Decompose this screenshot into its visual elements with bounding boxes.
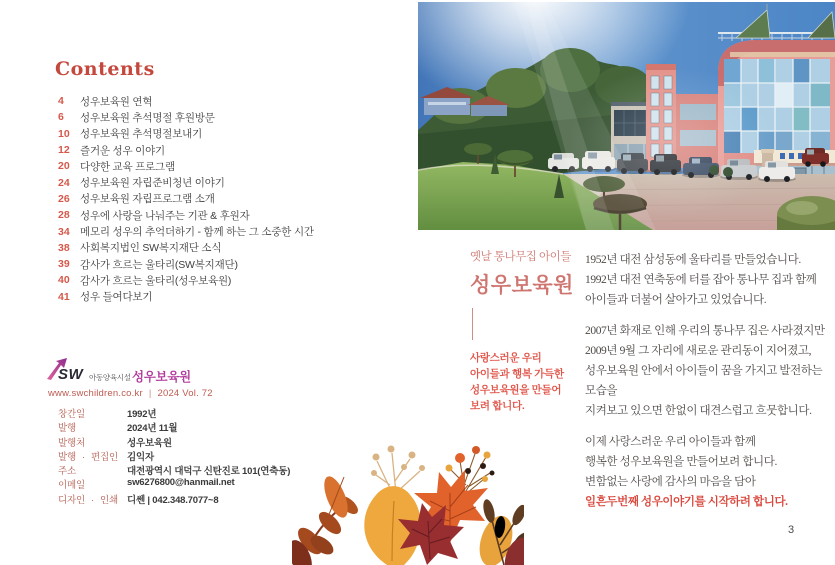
toc-item <box>58 272 314 288</box>
toc-item <box>58 191 314 207</box>
publication-info-label: 발행처 <box>58 437 85 449</box>
publication-info-row <box>58 463 290 477</box>
publication-info-value: sw6276800@hanmail.net <box>127 477 235 489</box>
publication-info-label: 주소 <box>58 466 76 478</box>
publication-info <box>58 406 290 506</box>
page-number: 3 <box>788 524 795 536</box>
publication-info-row <box>58 477 290 491</box>
toc-page-number: 24 <box>58 176 70 189</box>
paragraph <box>585 432 835 512</box>
website-volume-line: www.swchildren.co.kr | 2024 Vol. 72 <box>48 388 213 399</box>
toc-item <box>58 126 314 142</box>
logo-sw-text: SW <box>58 366 84 383</box>
publication-info-row <box>58 492 290 506</box>
highlight-line: 일흔두번째 성우이야기를 시작하려 합니다. <box>585 496 788 508</box>
toc-item <box>58 223 314 239</box>
publication-info-value: 디쎈 | 042.348.7077~8 <box>127 494 219 506</box>
paragraph-line: 성우보육원 안에서 아이들이 꿈을 가지고 발전하는 모습을 <box>585 365 823 397</box>
toc-page-number: 20 <box>58 160 70 173</box>
toc-page-number: 40 <box>58 274 70 287</box>
toc-title: 감사가 흐르는 울타리(SW복지재단) <box>80 258 238 271</box>
toc-title: 성우에 사랑을 나눠주는 기관 & 후원자 <box>80 209 250 222</box>
toc-title: 성우보육원 자립준비청년 이야기 <box>80 177 225 190</box>
publication-info-label: 발행 <box>58 423 76 435</box>
paragraph-line: 2007년 화재로 인해 우리의 통나무 집은 사라졌지만 <box>585 325 825 337</box>
toc-title: 사회복지법인 SW복지재단 소식 <box>80 242 222 255</box>
paragraph-line: 1992년 대전 연축동에 터를 잡아 통나무 집과 함께 <box>585 274 817 286</box>
toc-page-number: 12 <box>58 144 70 157</box>
toc-page-number: 28 <box>58 209 70 222</box>
publication-info-row <box>58 406 290 420</box>
paragraph-line: 변함없는 사랑에 감사의 마음을 담아 <box>585 476 756 488</box>
toc-item <box>58 240 314 256</box>
intro-title: 성우보육원 <box>470 274 574 297</box>
publication-info-label: 이메일 <box>58 480 85 492</box>
toc-title: 다양한 교육 프로그램 <box>80 160 175 173</box>
paragraph <box>585 321 835 421</box>
toc-title: 성우 들여다보기 <box>80 291 153 304</box>
building-photo <box>418 2 835 230</box>
publication-info-value: 성우보육원 <box>127 437 172 449</box>
paragraph <box>585 250 835 310</box>
toc-title: 성우보육원 자립프로그램 소개 <box>80 193 215 206</box>
toc-title: 감사가 흐르는 울타리(성우보육원) <box>80 274 232 287</box>
publication-info-label: 발행 · 편집인 <box>58 451 118 463</box>
toc-page-number: 39 <box>58 258 70 271</box>
tagline-line: 사랑스러운 우리 <box>470 352 542 364</box>
publication-info-row <box>58 435 290 449</box>
toc-page-number: 6 <box>58 111 64 124</box>
intro-eyebrow: 옛날 통나무집 아이들 <box>470 251 571 263</box>
publication-info-row <box>58 449 290 463</box>
toc-title: 메모리 성우의 추억더하기 - 함께 하는 그 소중한 시간 <box>80 226 314 239</box>
toc-title: 성우보육원 추석명절 후원방문 <box>80 111 215 124</box>
logo-facility-type: 아동양육시설 <box>89 373 131 382</box>
toc-title: 즐거운 성우 이야기 <box>80 144 165 157</box>
website-url: www.swchildren.co.kr <box>48 388 143 399</box>
publication-info-value: 1992년 <box>127 409 157 420</box>
tagline-line: 성우보육원을 만들어 <box>470 384 562 396</box>
toc-item <box>58 289 314 305</box>
toc-item <box>58 93 314 109</box>
toc-page-number: 4 <box>58 95 64 108</box>
toc-item <box>58 207 314 223</box>
paragraph-line: 행복한 성우보육원을 만들어보려 합니다. <box>585 456 777 468</box>
toc-item <box>58 158 314 174</box>
toc-title: 성우보육원 추석명절보내기 <box>80 128 203 141</box>
contents-title: Contents <box>55 58 155 80</box>
toc-title: 성우보육원 연혁 <box>80 95 153 108</box>
paragraph-line: 아이들과 더불어 살아가고 있었습니다. <box>585 294 767 306</box>
publication-info-label: 창간일 <box>58 409 85 420</box>
toc-page-number: 41 <box>58 290 70 303</box>
intro-column <box>470 248 588 414</box>
autumn-leaves-illustration <box>292 441 524 565</box>
toc-item <box>58 142 314 158</box>
toc-page-number: 26 <box>58 192 70 205</box>
publication-info-label: 디자인 · 인쇄 <box>58 494 118 506</box>
toc-page-number: 38 <box>58 241 70 254</box>
publisher-logo <box>45 357 375 387</box>
toc-item <box>58 256 314 272</box>
publication-info-value: 2024년 11월 <box>127 423 178 435</box>
toc-item <box>58 174 314 190</box>
toc-page-number: 34 <box>58 225 70 238</box>
toc-item <box>58 109 314 125</box>
paragraph-line: 1952년 대전 삼성동에 울타리를 만들었습니다. <box>585 254 801 266</box>
paragraph-line: 지켜보고 있으면 한없이 대견스럽고 흐뭇합니다. <box>585 405 812 417</box>
paragraph-line: 이제 사랑스러운 우리 아이들과 함께 <box>585 436 756 448</box>
publication-info-row <box>58 420 290 434</box>
volume-label: 2024 Vol. 72 <box>157 388 213 399</box>
tagline-line: 아이들과 행복 가득한 <box>470 368 564 380</box>
toc-list <box>58 93 314 305</box>
publication-info-value: 대전광역시 대덕구 신탄진로 101(연축동) <box>127 466 291 478</box>
paragraph-line: 2009년 9월 그 자리에 새로운 관리동이 지어졌고, <box>585 345 812 357</box>
publication-info-value: 김익자 <box>127 451 154 463</box>
body-text <box>585 250 835 523</box>
toc-page-number: 10 <box>58 127 70 140</box>
tagline-line: 보려 합니다. <box>470 400 525 412</box>
tagline <box>470 350 588 414</box>
logo-facility-name: 성우보육원 <box>132 370 191 384</box>
vertical-divider <box>472 308 473 340</box>
